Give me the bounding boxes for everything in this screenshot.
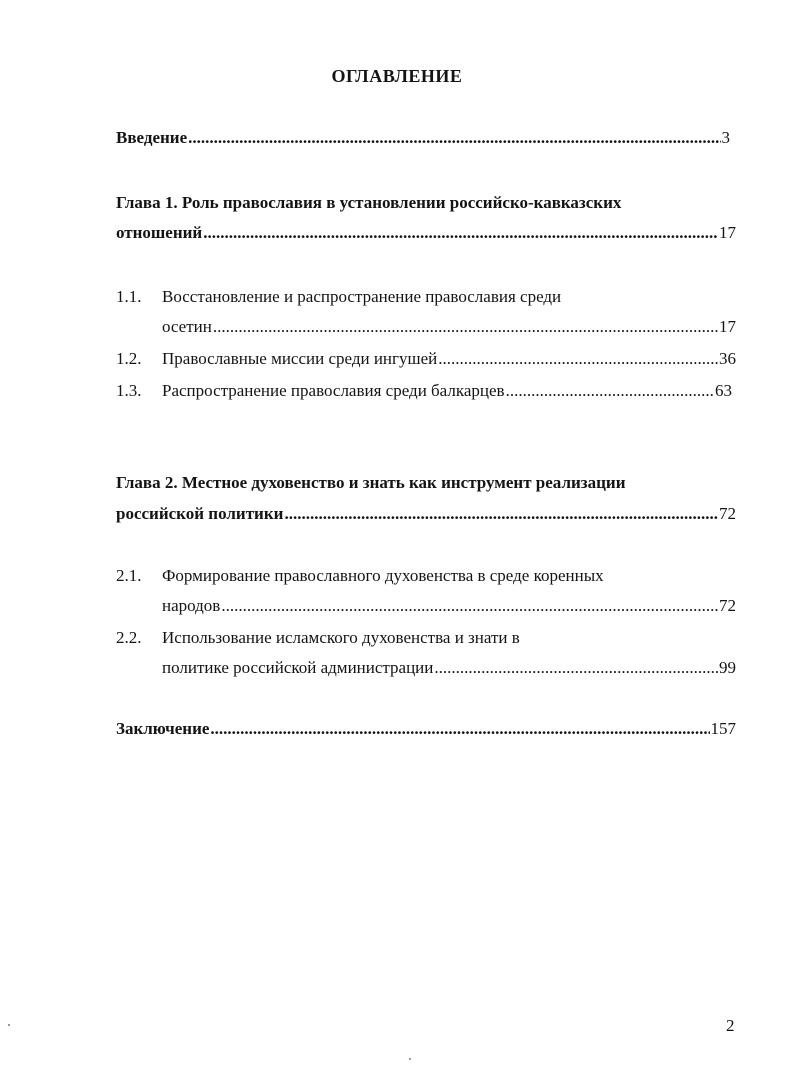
toc-entry-page: 36 xyxy=(719,349,736,368)
toc-entry-page: 72 xyxy=(719,596,736,615)
toc-entry-introduction[interactable] xyxy=(116,127,730,149)
toc-entry-page: 157 xyxy=(710,719,736,738)
dot-leader xyxy=(438,348,718,370)
dot-leader xyxy=(203,222,718,244)
toc-entry-chapter-2[interactable] xyxy=(116,503,736,525)
toc-entry-section-1-1[interactable] xyxy=(162,316,736,338)
section-number: 2.1. xyxy=(116,566,142,585)
toc-entry-label: отношений xyxy=(116,223,203,242)
dot-leader xyxy=(506,380,714,402)
chapter-2-heading: Глава 2. Местное духовенство и знать как инструмент реализации xyxy=(116,473,626,492)
toc-entry-label: Заключение xyxy=(116,719,210,738)
toc-entry-label: Православные миссии среди ингушей xyxy=(162,349,438,368)
dot-leader xyxy=(221,595,718,617)
toc-entry-section-1-2[interactable] xyxy=(162,348,736,370)
toc-entry-label: Введение xyxy=(116,128,188,147)
toc-entry-conclusion[interactable] xyxy=(116,718,736,740)
dot-leader xyxy=(434,657,718,679)
toc-entry-chapter-1[interactable] xyxy=(116,222,736,244)
toc-entry-page: 3 xyxy=(721,128,730,147)
toc-entry-section-2-1[interactable] xyxy=(162,595,736,617)
toc-entry-label: российской политики xyxy=(116,504,284,523)
toc-entry-page: 72 xyxy=(719,504,736,523)
toc-entry-page: 99 xyxy=(719,658,736,677)
section-number: 1.2. xyxy=(116,349,142,368)
section-number: 1.1. xyxy=(116,287,142,306)
page-number: 2 xyxy=(726,1016,735,1035)
toc-entry-label: народов xyxy=(162,596,221,615)
toc-entry-section-1-3[interactable] xyxy=(162,380,732,402)
toc-entry-label: политике российской администрации xyxy=(162,658,434,677)
scan-speck xyxy=(8,1024,10,1026)
section-number: 2.2. xyxy=(116,628,142,647)
dot-leader xyxy=(213,316,718,338)
dot-leader xyxy=(188,127,720,149)
chapter-1-heading: Глава 1. Роль православия в установлении российско-кавказских xyxy=(116,193,622,212)
toc-entry-page: 17 xyxy=(719,223,736,242)
toc-entry-label: Распространение православия среди балкарцев xyxy=(162,381,505,400)
toc-entry-page: 63 xyxy=(715,381,732,400)
section-2-2-title: Использование исламского духовенства и знати в xyxy=(162,628,520,647)
section-number: 1.3. xyxy=(116,381,142,400)
toc-entry-label: осетин xyxy=(162,317,212,336)
scan-speck xyxy=(409,1058,411,1060)
page-title: ОГЛАВЛЕНИЕ xyxy=(331,66,463,86)
dot-leader xyxy=(284,503,718,525)
dot-leader xyxy=(210,718,709,740)
toc-entry-section-2-2[interactable] xyxy=(162,657,736,679)
toc-entry-page: 17 xyxy=(719,317,736,336)
section-2-1-title: Формирование православного духовенства в среде коренных xyxy=(162,566,604,585)
section-1-1-title: Восстановление и распространение православия среди xyxy=(162,287,562,306)
